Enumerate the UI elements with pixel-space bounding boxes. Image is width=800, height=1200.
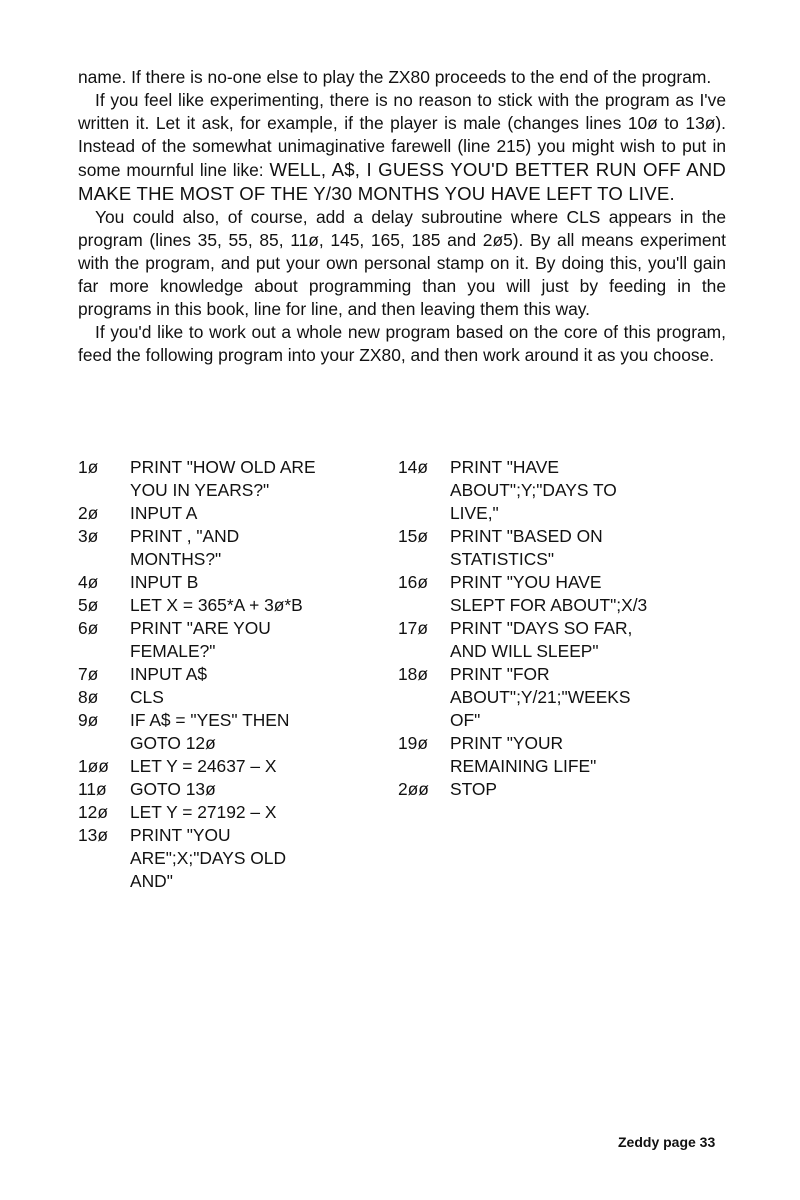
line-number: 3ø [78, 526, 99, 546]
line-number: 2øø [398, 779, 429, 799]
code-text: LET Y = 27192 – X [130, 802, 277, 822]
line-code [130, 617, 398, 663]
code-text: YOU IN YEARS?" [130, 480, 270, 500]
program-line [78, 778, 398, 801]
line-number: 11ø [78, 779, 107, 799]
code-text: PRINT "YOU [130, 825, 231, 845]
line-number: 15ø [398, 526, 428, 546]
code-text: ARE";X;"DAYS OLD [130, 848, 287, 868]
code-text: PRINT "HOW OLD ARE [130, 457, 316, 477]
line-number: 13ø [78, 825, 108, 845]
program-line [78, 456, 398, 502]
line-number: 6ø [78, 618, 99, 638]
line-code [450, 571, 726, 617]
program-line [78, 824, 398, 893]
code-text: OF" [450, 710, 481, 730]
program-line [398, 525, 726, 571]
line-number: 12ø [78, 802, 108, 822]
line-code [450, 456, 726, 525]
code-text: MONTHS?" [130, 549, 222, 569]
line-number: 4ø [78, 572, 99, 592]
code-text: STOP [450, 779, 498, 799]
line-code [130, 755, 398, 778]
code-text: PRINT "BASED ON [450, 526, 603, 546]
line-number: 1øø [78, 756, 109, 776]
line-number: 16ø [398, 572, 428, 592]
paragraph-intro: name. If there is no-one else to play the ZX80 proceeds to the end of the program. [78, 67, 712, 87]
line-code [130, 594, 398, 617]
line-code [130, 686, 398, 709]
program-line [78, 502, 398, 525]
line-number: 14ø [398, 457, 428, 477]
line-code [450, 778, 726, 801]
program-line [78, 525, 398, 571]
code-text: PRINT "YOU HAVE [450, 572, 602, 592]
code-text: PRINT "DAYS SO FAR, [450, 618, 633, 638]
code-text: GOTO 13ø [130, 779, 216, 799]
code-text: GOTO 12ø [130, 733, 216, 753]
code-text: PRINT "ARE YOU [130, 618, 271, 638]
code-text: LET Y = 24637 – X [130, 756, 277, 776]
code-text: PRINT "HAVE [450, 457, 559, 477]
line-code [130, 801, 398, 824]
line-number: 7ø [78, 664, 99, 684]
program-line [78, 709, 398, 755]
line-code [450, 525, 726, 571]
code-text: LET X = 365*A + 3ø*B [130, 595, 303, 615]
paragraph-experimenting [78, 89, 726, 206]
code-text: PRINT "FOR [450, 664, 550, 684]
page-number: Zeddy page 33 [618, 1134, 716, 1150]
program-column-right [398, 456, 726, 801]
code-text: FEMALE?" [130, 641, 216, 661]
code-text: SLEPT FOR ABOUT";X/3 [450, 595, 648, 615]
line-number: 5ø [78, 595, 99, 615]
line-code [450, 617, 726, 663]
code-text: AND" [130, 871, 173, 891]
page-content [78, 66, 726, 891]
code-text: IF A$ = "YES" THEN [130, 710, 290, 730]
line-number: 2ø [78, 503, 99, 523]
program-line [398, 456, 726, 525]
code-text: ABOUT";Y/21;"WEEKS [450, 687, 631, 707]
line-code [130, 709, 398, 755]
code-text: INPUT A [130, 503, 198, 523]
line-code [130, 502, 398, 525]
paragraph-delay: You could also, of course, add a delay subroutine where CLS appears in the program (lines 35, 55, 85, 11ø, 145, 165, 185 and 2ø5). By all means experiment with the program, and put your own personal stamp on it. By doing this, you'll gain far more knowledge about programming than you will just by feeding in the programs in this book, line for line, and then leaving them this way. [78, 207, 726, 319]
program-column-left [78, 456, 398, 893]
code-text: CLS [130, 687, 164, 707]
program-line [398, 778, 726, 801]
line-code [450, 663, 726, 732]
code-text: AND WILL SLEEP" [450, 641, 599, 661]
program-line [398, 617, 726, 663]
code-text: REMAINING LIFE" [450, 756, 597, 776]
code-text: PRINT , "AND [130, 526, 240, 546]
line-code [130, 456, 398, 502]
code-text: INPUT B [130, 572, 199, 592]
code-text: INPUT A$ [130, 664, 208, 684]
line-code [130, 525, 398, 571]
line-code [130, 824, 398, 893]
line-code [130, 778, 398, 801]
farewell-example: WELL, A$, I GUESS YOU'D BETTER RUN OFF AND MAKE THE MOST OF THE Y/30 MONTHS YOU HAVE LEFT TO LIVE. [78, 159, 726, 204]
program-line [78, 801, 398, 824]
paragraph-experimenting-text: If you feel like experimenting, there is no reason to stick with the program as I've written it. Let it ask, for example, if the player is male (changes lines 10ø to 13ø). Instead of the somewhat unimaginative farewell (line 215) you might wish to put in some mournful line like: [78, 90, 726, 180]
program-line [78, 755, 398, 778]
line-number: 1ø [78, 457, 99, 477]
line-code [130, 663, 398, 686]
program-line [398, 571, 726, 617]
line-number: 17ø [398, 618, 428, 638]
line-code [130, 571, 398, 594]
program-line [78, 594, 398, 617]
program-line [78, 617, 398, 663]
program-line [78, 571, 398, 594]
code-text: STATISTICS" [450, 549, 555, 569]
program-line [398, 732, 726, 778]
line-number: 8ø [78, 687, 99, 707]
line-number: 18ø [398, 664, 428, 684]
program-line [78, 686, 398, 709]
paragraph-new-program: If you'd like to work out a whole new program based on the core of this program, feed the following program into your ZX80, and then work around it as you choose. [78, 322, 726, 365]
code-text: PRINT "YOUR [450, 733, 564, 753]
code-text: LIVE," [450, 503, 499, 523]
line-number: 9ø [78, 710, 99, 730]
code-text: ABOUT";Y;"DAYS TO [450, 480, 617, 500]
program-line [398, 663, 726, 732]
program-line [78, 663, 398, 686]
line-number: 19ø [398, 733, 428, 753]
line-code [450, 732, 726, 778]
